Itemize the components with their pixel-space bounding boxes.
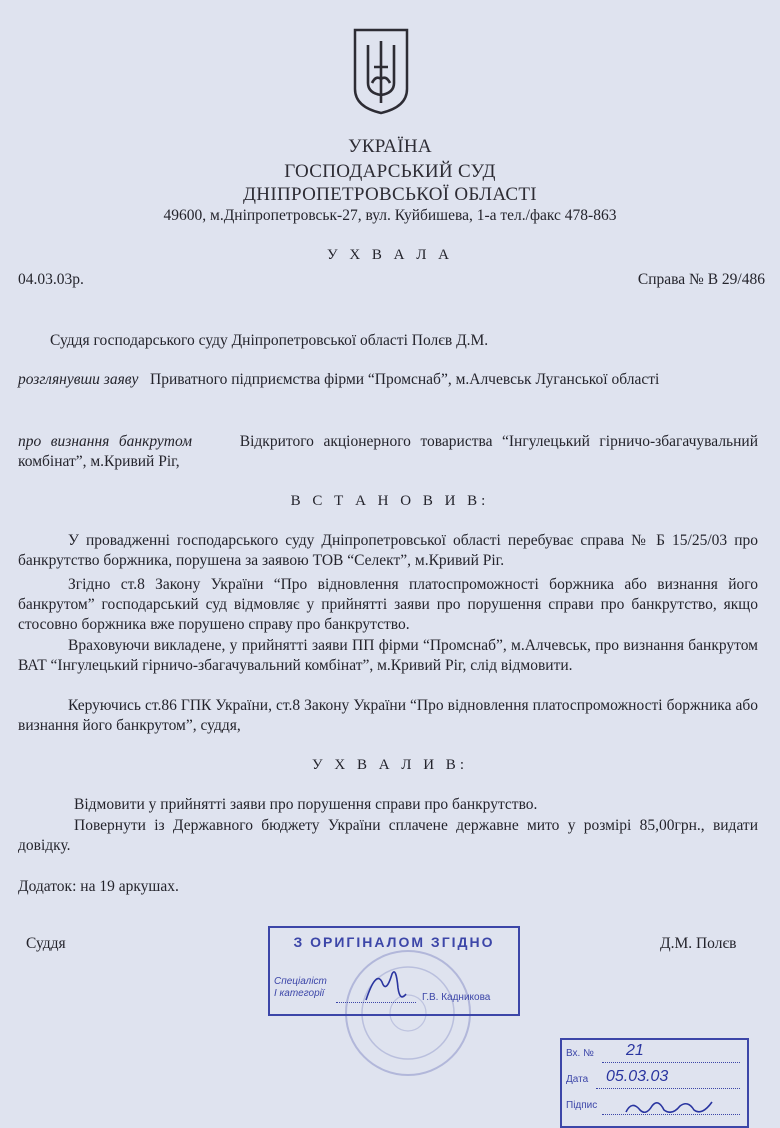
reg-in-line <box>602 1062 740 1063</box>
header-address: 49600, м.Дніпропетровськ-27, вул. Куйбишева, 1-а тел./факс 478-863 <box>163 207 617 224</box>
about-label: про визнання банкрутом <box>18 433 193 450</box>
reg-in-label: Вх. № <box>566 1048 594 1059</box>
considered-paragraph <box>18 370 758 390</box>
ruled-title: У Х В А Л И В: <box>312 757 468 773</box>
reg-date-line <box>596 1088 740 1089</box>
about-text: Відкритого акціонерного товариства “Інгулецький гірничо-збагачувальний комбінат”, м.Кривий Ріг, <box>18 433 759 470</box>
established-paragraph: Згідно ст.8 Закону України “Про відновлення платоспроможності боржника або визнання його банкрутом” господарський суд відмовляє у прийнятті заяви про порушення справи про банкрутство, якщо стосовно боржника вже порушено справу про банкрутство. <box>18 576 758 633</box>
established-title: В С Т А Н О В И В: <box>290 493 490 509</box>
reg-date-value: 05.03.03 <box>606 1068 669 1085</box>
reg-signature-icon <box>622 1094 722 1120</box>
certification-stamp <box>268 926 520 1016</box>
stamp-position <box>274 976 327 1000</box>
attachment-note: Додаток: на 19 аркушах. <box>18 878 179 895</box>
established-paragraph: У провадженні господарського суду Дніпропетровської області перебуває справа № Б 15/25/03 про банкрутство боржника, порушена за заявою ТОВ “Селект”, м.Кривий Ріг. <box>18 532 758 569</box>
reg-sign-label: Підпис <box>566 1100 598 1111</box>
stamp-position-line2: І категорії <box>274 988 325 999</box>
considered-label: розглянувши заяву <box>18 371 139 388</box>
reg-date-label: Дата <box>566 1074 589 1085</box>
signature-role: Суддя <box>26 935 66 952</box>
header-court: ГОСПОДАРСЬКИЙ СУД <box>284 161 496 182</box>
signature-name: Д.М. Полєв <box>660 935 737 952</box>
stamp-title: З ОРИГІНАЛОМ ЗГІДНО <box>293 934 495 950</box>
case-number: Справа № В 29/486 <box>637 271 765 288</box>
established-paragraph: Керуючись ст.86 ГПК України, ст.8 Закону України “Про відновлення платоспроможності боржника або визнання його банкрутом”, суддя, <box>18 697 758 734</box>
stamp-signature-icon <box>362 964 410 1008</box>
trident-coat-of-arms-icon <box>352 27 410 115</box>
reg-in-value: 21 <box>626 1042 644 1059</box>
judge-line: Суддя господарського суду Дніпропетровської області Полєв Д.М. <box>50 332 489 349</box>
established-paragraph: Враховуючи викладене, у прийнятті заяви ПП фірми “Промснаб”, м.Алчевськ, про визнання банкрутом ВАТ “Інгулецький гірничо-збагачувальний комбінат”, м.Кривий Ріг, слід відмовити. <box>18 637 758 674</box>
ruled-paragraph: Повернути із Державного бюджету України сплачене державне мито у розмірі 85,00грн., видати довідку. <box>18 817 758 854</box>
registration-stamp <box>560 1038 749 1128</box>
doc-type-title: У Х В А Л А <box>326 247 454 263</box>
header-country: УКРАЇНА <box>348 136 432 157</box>
ruled-paragraph: Відмовити у прийнятті заяви про порушення справи про банкрутство. <box>74 796 538 813</box>
doc-date: 04.03.03р. <box>18 271 84 288</box>
stamp-position-line1: Спеціаліст <box>274 976 327 987</box>
stamp-name: Г.В. Кадникова <box>422 992 491 1003</box>
header-region: ДНІПРОПЕТРОВСЬКОЇ ОБЛАСТІ <box>243 184 537 205</box>
considered-text: Приватного підприємства фірми “Промснаб”, м.Алчевськ Луганської області <box>150 371 660 388</box>
about-paragraph <box>18 432 758 472</box>
